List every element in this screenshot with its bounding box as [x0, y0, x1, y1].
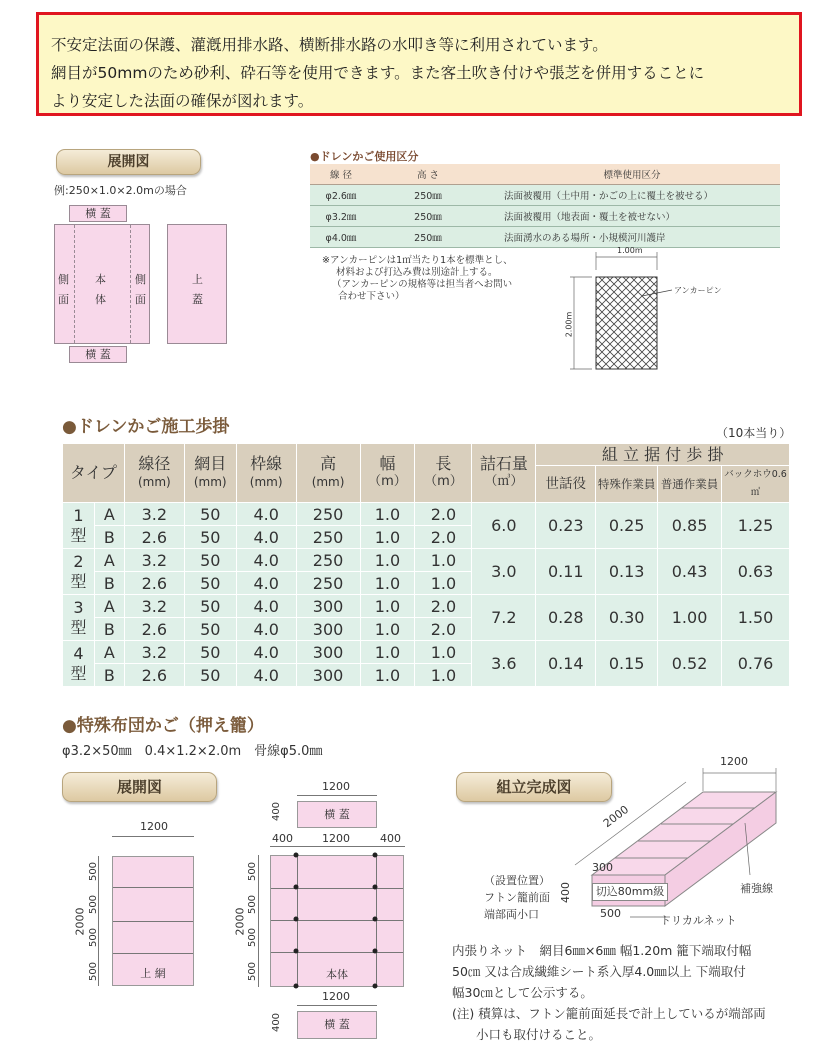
table-cell: 4.0 — [236, 503, 296, 526]
dim-1200-b: 1200 — [322, 780, 350, 793]
table-cell: 0.25 — [596, 503, 658, 549]
table-cell: 1.0 — [360, 549, 415, 572]
table-cell: 6.0 — [472, 503, 536, 549]
table-cell: 0.76 — [722, 641, 790, 687]
type-cell — [63, 549, 95, 595]
usage-table — [310, 164, 780, 248]
type-kata: 型 — [70, 525, 87, 545]
table-cell: 1.0 — [360, 572, 415, 595]
table-cell: 0.28 — [536, 595, 596, 641]
table-cell: 1.0 — [360, 595, 415, 618]
upper-net-panel — [112, 856, 194, 986]
usage-header-use: 標準使用区分 — [484, 164, 780, 185]
usage-cell: 250㎜ — [372, 185, 484, 206]
sekou-title-text: ●ドレンかご施工歩掛 — [62, 417, 230, 437]
top-lid-label: 横 蓋 — [324, 808, 350, 821]
table-cell: 3.2 — [124, 549, 184, 572]
table-cell: 0.85 — [658, 503, 722, 549]
table-cell: 2.0 — [415, 503, 472, 526]
futon-note-4: (注) 積算は、フトン籠前面延長で計上しているが端部両 — [452, 1006, 766, 1021]
top-lid-panel — [297, 801, 377, 828]
dim-1200-c: 1200 — [322, 832, 350, 845]
table-cell: B — [94, 618, 124, 641]
table-cell: A — [94, 595, 124, 618]
kansei-cut-box — [592, 883, 668, 901]
usage-title: ●ドレンかご使用区分 — [310, 150, 419, 163]
table-cell: 0.13 — [596, 549, 658, 595]
assembled-gabion-drawing — [560, 765, 790, 925]
table-cell: 2.0 — [415, 618, 472, 641]
header-backhoe: バックホウ0.6㎥ — [722, 466, 790, 503]
type-num: 2 — [73, 551, 84, 571]
usage-header-height: 高 さ — [372, 164, 484, 185]
table-row — [63, 641, 790, 664]
table-cell: 0.52 — [658, 641, 722, 687]
header-wire-unit: (mm) — [137, 475, 171, 489]
kansei-setchi-2: フトン籠前面 — [484, 891, 550, 904]
net-line — [113, 887, 193, 888]
usage-note — [322, 255, 513, 303]
side-left-a: 側 — [58, 273, 69, 286]
header-width — [360, 444, 415, 503]
table-row — [63, 595, 790, 618]
anchor-dim-width: 1.00m — [617, 246, 643, 255]
kansei-dim-300: 300 — [592, 861, 613, 874]
header-height-text: 高 — [320, 454, 337, 473]
type-cell — [63, 595, 95, 641]
bottom-lid-panel — [297, 1011, 377, 1039]
table-cell: 250 — [296, 503, 360, 526]
dim-500-g: 500 — [247, 927, 259, 948]
table-cell: 50 — [184, 549, 236, 572]
panel-bottom-lid-label: 横 蓋 — [85, 348, 111, 361]
lid-b: 蓋 — [192, 293, 203, 306]
usage-cell: 250㎜ — [372, 227, 484, 248]
dim-line-row — [270, 846, 405, 847]
usage-note-3: （アンカーピンの規格等は担当者へお問い — [332, 279, 513, 290]
table-cell: 1.0 — [360, 503, 415, 526]
table-cell: 0.15 — [596, 641, 658, 687]
notice-box — [36, 12, 802, 116]
table-cell: 250 — [296, 526, 360, 549]
usage-row — [310, 185, 780, 206]
header-height-unit: (mm) — [311, 475, 345, 489]
kansei-cut-label: 切込80mm級 — [595, 885, 665, 898]
kansei-reinforce: 補強線 — [740, 882, 773, 895]
table-cell: 1.0 — [360, 641, 415, 664]
usage-cell: φ3.2㎜ — [310, 206, 372, 227]
table-cell: B — [94, 664, 124, 687]
table-cell: 0.14 — [536, 641, 596, 687]
tenkai-example: 例:250×1.0×2.0mの場合 — [54, 184, 187, 197]
body-a: 本 — [95, 273, 106, 286]
body-joint-dots — [290, 849, 384, 994]
table-cell: 2.6 — [124, 618, 184, 641]
body-b: 体 — [95, 293, 106, 306]
futon-notes — [452, 940, 812, 1045]
dim-400-b: 400 — [272, 832, 293, 845]
table-cell: A — [94, 641, 124, 664]
table-cell: 3.6 — [472, 641, 536, 687]
table-cell: 0.43 — [658, 549, 722, 595]
table-cell: 250 — [296, 549, 360, 572]
header-futsu: 普通作業員 — [658, 466, 722, 503]
header-height — [296, 444, 360, 503]
table-cell: 4.0 — [236, 572, 296, 595]
header-sewa: 世話役 — [536, 466, 596, 503]
panel-bottom-lid — [69, 346, 127, 363]
header-wire — [124, 444, 184, 503]
table-cell: 1.0 — [415, 641, 472, 664]
dim-500-h: 500 — [247, 961, 259, 982]
table-cell: 1.0 — [360, 664, 415, 687]
table-cell: 0.63 — [722, 549, 790, 595]
kansei-setchi-1: （設置位置） — [484, 874, 550, 887]
table-cell: 50 — [184, 595, 236, 618]
panel-top-lid-label: 横 蓋 — [85, 207, 111, 220]
notice-line-1: 不安定法面の保護、灌漑用排水路、横断排水路の水叩き等に利用されています。 — [51, 36, 608, 54]
sekou-table — [62, 443, 790, 687]
kansei-dim-400: 400 — [559, 882, 572, 903]
table-cell: 1.00 — [658, 595, 722, 641]
header-width-unit: （m） — [368, 474, 407, 489]
type-num: 3 — [73, 597, 84, 617]
header-stone — [472, 444, 536, 503]
usage-cell: 250㎜ — [372, 206, 484, 227]
dim-400-d: 400 — [271, 1012, 283, 1033]
fold-line-right — [130, 225, 131, 343]
futon-spec: φ3.2×50㎜ 0.4×1.2×2.0m 骨線φ5.0㎜ — [62, 744, 323, 759]
header-wire-text: 線径 — [138, 454, 171, 473]
header-type: タイプ — [63, 444, 125, 503]
kansei-dim-500: 500 — [600, 907, 621, 920]
table-cell: 4.0 — [236, 618, 296, 641]
upper-net-label: 上 網 — [140, 967, 166, 980]
table-cell: 2.0 — [415, 595, 472, 618]
table-cell: 3.2 — [124, 503, 184, 526]
table-cell: 300 — [296, 595, 360, 618]
table-cell: A — [94, 549, 124, 572]
table-cell: 4.0 — [236, 664, 296, 687]
header-frame-text: 枠線 — [250, 454, 283, 473]
header-stone-unit: （㎥） — [484, 474, 524, 489]
table-cell: 50 — [184, 618, 236, 641]
dim-line-1200-a — [112, 836, 194, 837]
table-row — [63, 549, 790, 572]
panel-top-lid — [69, 205, 127, 222]
type-kata: 型 — [70, 663, 87, 683]
lid-a: 上 — [192, 273, 203, 286]
usage-note-1: ※アンカーピンは1㎡当たり1本を標準とし、 — [322, 255, 513, 266]
table-cell: 3.2 — [124, 641, 184, 664]
table-cell: 4.0 — [236, 595, 296, 618]
header-length — [415, 444, 472, 503]
table-cell: 2.6 — [124, 664, 184, 687]
usage-cell: φ2.6㎜ — [310, 185, 372, 206]
side-right-a: 側 — [135, 273, 146, 286]
anchor-dim-height: 2.00m — [564, 311, 574, 338]
usage-note-4: 合わせ下さい） — [338, 291, 405, 302]
header-mesh-text: 網目 — [194, 454, 227, 473]
dim-2000-b: 2000 — [233, 907, 247, 936]
table-cell: 1.0 — [360, 618, 415, 641]
table-cell: 1.0 — [415, 664, 472, 687]
table-cell: 300 — [296, 664, 360, 687]
table-cell: 2.6 — [124, 526, 184, 549]
net-line — [113, 953, 193, 954]
table-cell: 4.0 — [236, 526, 296, 549]
table-cell: 4.0 — [236, 641, 296, 664]
header-frame-unit: (mm) — [249, 475, 283, 489]
usage-header-wire: 線 径 — [310, 164, 372, 185]
futon-note-1: 内張りネット 網目6㎜×6㎜ 幅1.20m 籠下端取付幅 — [452, 943, 752, 958]
dim-line-2000-b — [258, 855, 259, 987]
header-length-unit: （m） — [424, 474, 463, 489]
tenkai-heading-1: 展開図 — [56, 149, 201, 175]
body-label: 本体 — [326, 968, 348, 981]
type-cell — [63, 503, 95, 549]
tenkai-heading-2: 展開図 — [62, 772, 217, 802]
dim-line-1200-b — [297, 795, 377, 796]
header-mesh-unit: (mm) — [193, 475, 227, 489]
table-cell: 0.11 — [536, 549, 596, 595]
header-width-text: 幅 — [379, 454, 396, 473]
net-line — [113, 921, 193, 922]
kansei-dim-1200: 1200 — [720, 755, 748, 768]
table-cell: 250 — [296, 572, 360, 595]
dim-500-d: 500 — [88, 961, 100, 982]
header-frame — [236, 444, 296, 503]
dim-400-c: 400 — [380, 832, 401, 845]
type-num: 1 — [73, 505, 84, 525]
panel-body-unfolded — [54, 224, 150, 344]
type-kata: 型 — [70, 571, 87, 591]
table-cell: B — [94, 526, 124, 549]
table-cell: 1.50 — [722, 595, 790, 641]
table-cell: 0.23 — [536, 503, 596, 549]
kansei-trical: トリカルネット — [660, 914, 737, 927]
table-cell: 4.0 — [236, 549, 296, 572]
table-cell: 300 — [296, 618, 360, 641]
dim-1200-a: 1200 — [140, 820, 168, 833]
dim-500-e: 500 — [247, 861, 259, 882]
side-right-b: 面 — [135, 293, 146, 306]
table-cell: 2.0 — [415, 526, 472, 549]
panel-lid — [167, 224, 227, 344]
header-length-text: 長 — [435, 454, 452, 473]
dim-1200-d: 1200 — [322, 990, 350, 1003]
type-cell — [63, 641, 95, 687]
table-cell: 50 — [184, 572, 236, 595]
futon-note-5: 小口も取付けること。 — [476, 1027, 602, 1042]
notice-line-3: より安定した法面の確保が図れます。 — [51, 92, 314, 110]
anchor-pin-label: アンカーピン — [674, 286, 722, 295]
dim-line-1200-d — [297, 1005, 377, 1006]
futon-title: ●特殊布団かご（押え籠） — [62, 716, 264, 736]
dim-500-b: 500 — [88, 894, 100, 915]
type-kata: 型 — [70, 617, 87, 637]
table-cell: 1.25 — [722, 503, 790, 549]
anchor-pin-diagram — [562, 248, 712, 380]
dim-500-f: 500 — [247, 894, 259, 915]
kansei-setchi — [484, 872, 550, 923]
sekou-unit: （10本当り） — [716, 426, 792, 440]
usage-row — [310, 227, 780, 248]
sekou-title — [62, 412, 229, 437]
notice-line-2: 網目が50mmのため砂利、砕石等を使用できます。また客土吹き付けや張芝を併用することに — [51, 64, 705, 82]
bottom-lid-label: 横 蓋 — [324, 1018, 350, 1031]
table-cell: 1.0 — [415, 572, 472, 595]
header-stone-text: 詰石量 — [479, 454, 528, 473]
table-cell: 50 — [184, 664, 236, 687]
header-mesh — [184, 444, 236, 503]
futon-note-3: 幅30㎝として公示する。 — [452, 985, 593, 1000]
kansei-setchi-3: 端部両小口 — [484, 908, 539, 921]
usage-cell: 法面被覆用（土中用・かごの上に覆土を被せる） — [484, 185, 780, 206]
table-cell: A — [94, 503, 124, 526]
table-cell: 50 — [184, 503, 236, 526]
usage-cell: 法面被覆用（地表面・覆土を被せない） — [484, 206, 780, 227]
usage-cell: φ4.0㎜ — [310, 227, 372, 248]
dim-500-c: 500 — [88, 927, 100, 948]
table-cell: B — [94, 572, 124, 595]
table-cell: 1.0 — [415, 549, 472, 572]
dim-2000-a: 2000 — [73, 907, 87, 936]
table-cell: 2.6 — [124, 572, 184, 595]
type-num: 4 — [73, 643, 84, 663]
table-cell: 3.2 — [124, 595, 184, 618]
header-group: 組 立 据 付 歩 掛 — [536, 444, 790, 466]
table-cell: 1.0 — [360, 526, 415, 549]
fold-line-left — [74, 225, 75, 343]
table-cell: 7.2 — [472, 595, 536, 641]
kansei-heading: 組立完成図 — [456, 772, 612, 802]
usage-row — [310, 206, 780, 227]
futon-note-2: 50㎝ 又は合成繊維シート系入厚4.0㎜以上 下端取付 — [452, 964, 746, 979]
table-cell: 3.0 — [472, 549, 536, 595]
table-cell: 50 — [184, 526, 236, 549]
side-left-b: 面 — [58, 293, 69, 306]
table-row — [63, 503, 790, 526]
table-cell: 50 — [184, 641, 236, 664]
usage-cell: 法面湧水のある場所・小規模河川護岸 — [484, 227, 780, 248]
dim-500-a: 500 — [88, 861, 100, 882]
kansei-dim-2000: 2000 — [600, 802, 632, 831]
dim-400-a: 400 — [271, 801, 283, 822]
header-tokushu: 特殊作業員 — [596, 466, 658, 503]
table-cell: 300 — [296, 641, 360, 664]
table-cell: 0.30 — [596, 595, 658, 641]
usage-note-2: 材料および打込み費は別途計上する。 — [336, 267, 498, 278]
